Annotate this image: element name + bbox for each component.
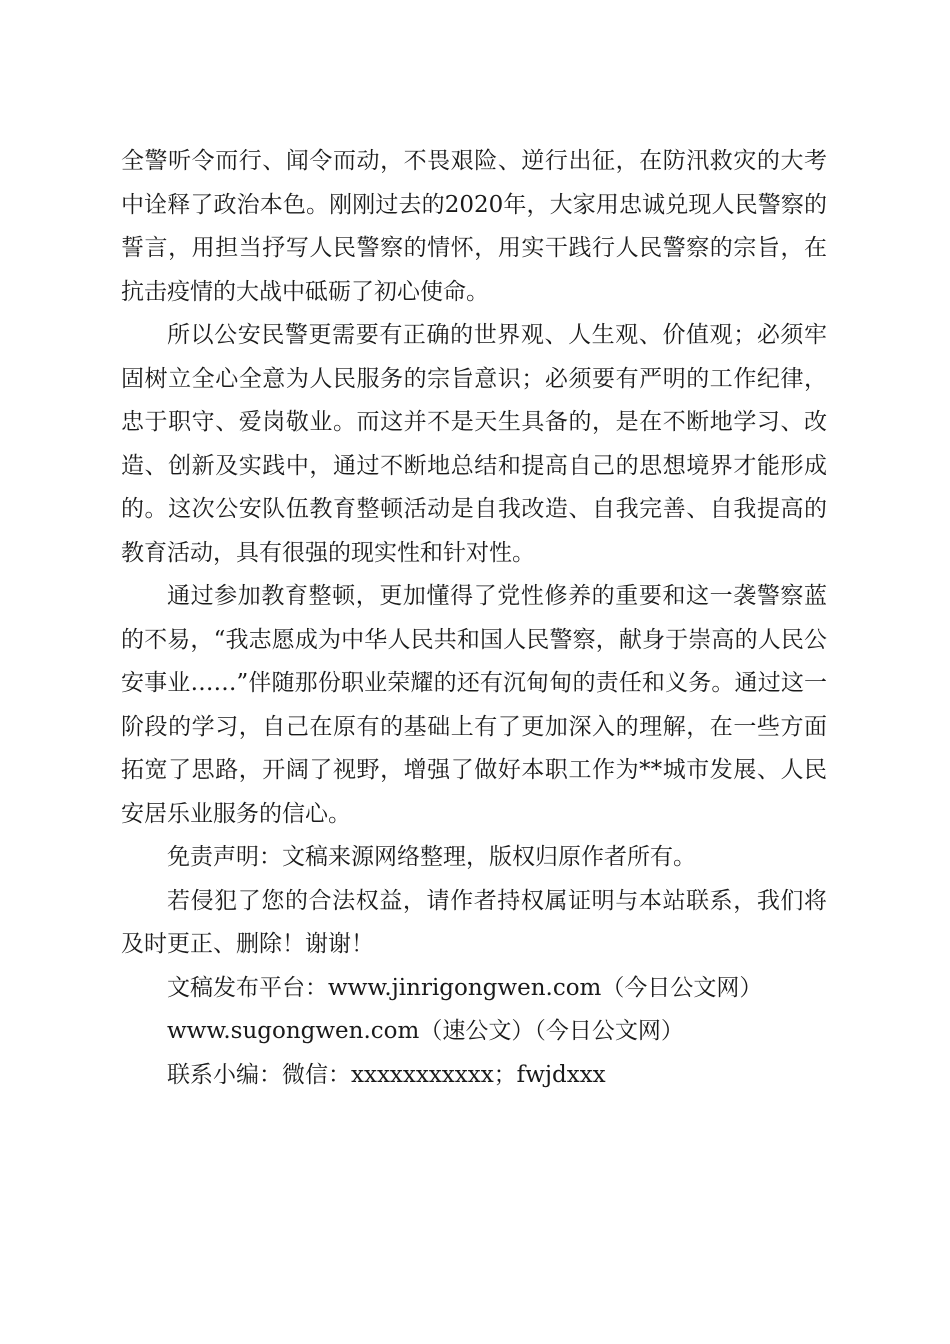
- paragraph-2: 所以公安民警更需要有正确的世界观、人生观、价值观；必须牢固树立全心全意为人民服务的宗旨意识；必须要有严明的工作纪律，忠于职守、爱岗敬业。而这并不是天生具备的，是在不断地学习、改造、创新及实践中，通过不断地总结和提高自己的思想境界才能形成的。这次公安队伍教育整顿活动是自我改造、自我完善、自我提高的教育活动，具有很强的现实性和针对性。: [121, 322, 827, 566]
- document-body: [121, 140, 827, 1097]
- paragraph-1: 全警听令而行、闻令而动，不畏艰险、逆行出征，在防汛救灾的大考中诠释了政治本色。刚刚过去的2020年，大家用忠诚兑现人民警察的誓言，用担当抒写人民警察的情怀，用实干践行人民警察的宗旨，在抗击疫情的大战中砥砺了初心使命。: [121, 148, 827, 305]
- infringement-notice: 若侵犯了您的合法权益，请作者持权属证明与本站联系，我们将及时更正、删除！谢谢！: [121, 887, 827, 957]
- paragraph-3: 通过参加教育整顿，更加懂得了党性修养的重要和这一袭警察蓝的不易，“我志愿成为中华人民共和国人民警察，献身于崇高的人民公安事业……”伴随那份职业荣耀的还有沉甸甸的责任和义务。通过这一阶段的学习，自己在原有的基础上有了更加深入的理解，在一些方面拓宽了思路，开阔了视野，增强了做好本职工作为**城市发展、人民安居乐业服务的信心。: [121, 583, 827, 827]
- platform-line: 文稿发布平台：www.jinrigongwen.com（今日公文网）: [167, 974, 763, 1001]
- site-line: www.sugongwen.com（速公文）（今日公文网）: [167, 1018, 684, 1044]
- disclaimer-text: 免责声明：文稿来源网络整理，版权归原作者所有。: [167, 844, 696, 870]
- contact-line: 联系小编：微信：xxxxxxxxxxx；fwjdxxx: [167, 1061, 606, 1088]
